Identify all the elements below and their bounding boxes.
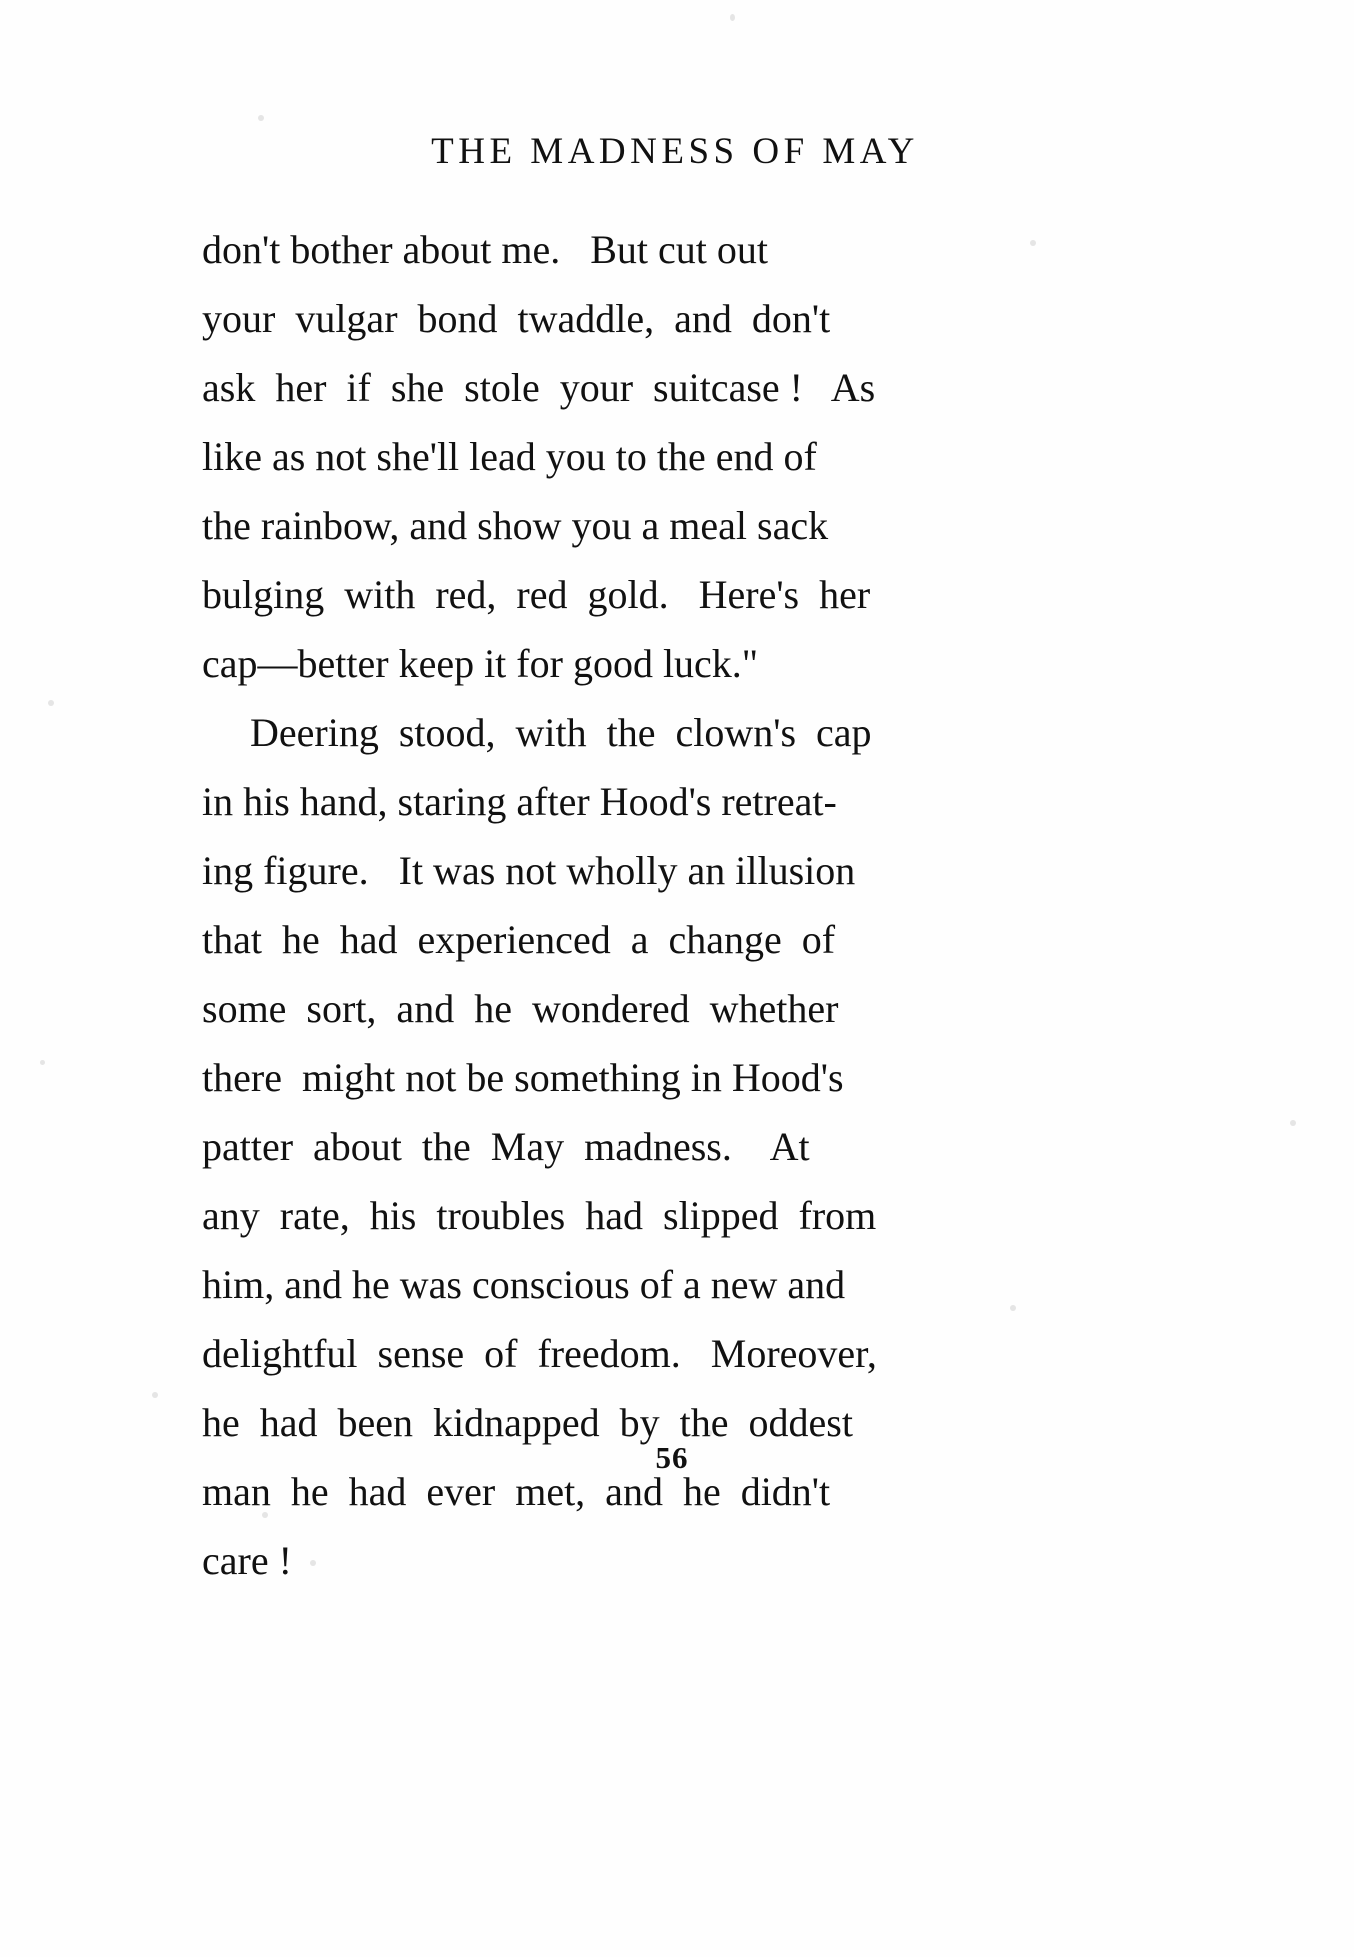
text-line: any rate, his troubles had slipped from xyxy=(202,1193,877,1238)
text-line: he had been kidnapped by the oddest xyxy=(202,1400,853,1445)
paragraph-1 xyxy=(202,215,1142,698)
text-line: some sort, and he wondered whether xyxy=(202,986,839,1031)
page-content xyxy=(202,130,1142,1595)
text-line: your vulgar bond twaddle, and don't xyxy=(202,296,831,341)
text-line: bulging with red, red gold. Here's her xyxy=(202,572,871,617)
text-line: him, and he was conscious of a new and xyxy=(202,1262,846,1307)
text-line: man he had ever met, and he didn't xyxy=(202,1469,831,1514)
paper-speck xyxy=(40,1060,45,1065)
text-line: Deering stood, with the clown's cap xyxy=(250,710,872,755)
paper-speck xyxy=(1290,1120,1296,1126)
text-line: care ! xyxy=(202,1538,292,1583)
text-line: patter about the May madness. At xyxy=(202,1124,810,1169)
text-line: ask her if she stole your suitcase ! As xyxy=(202,365,876,410)
text-line: that he had experienced a change of xyxy=(202,917,836,962)
paper-speck xyxy=(730,14,735,21)
text-line: delightful sense of freedom. Moreover, xyxy=(202,1331,877,1376)
running-head: THE MADNESS OF MAY xyxy=(431,131,919,172)
paper-speck xyxy=(258,115,264,121)
text-line: the rainbow, and show you a meal sack xyxy=(202,503,829,548)
text-line: cap—better keep it for good luck." xyxy=(202,641,759,686)
text-line: in his hand, staring after Hood's retreat- xyxy=(202,779,837,824)
text-line: don't bother about me. But cut out xyxy=(202,227,769,272)
text-line: ing figure. It was not wholly an illusion xyxy=(202,848,856,893)
text-line: like as not she'll lead you to the end of xyxy=(202,434,817,479)
paper-speck xyxy=(152,1392,158,1398)
page-number: 56 xyxy=(655,1440,689,1475)
text-line: there might not be something in Hood's xyxy=(202,1055,844,1100)
paper-speck xyxy=(48,700,54,706)
